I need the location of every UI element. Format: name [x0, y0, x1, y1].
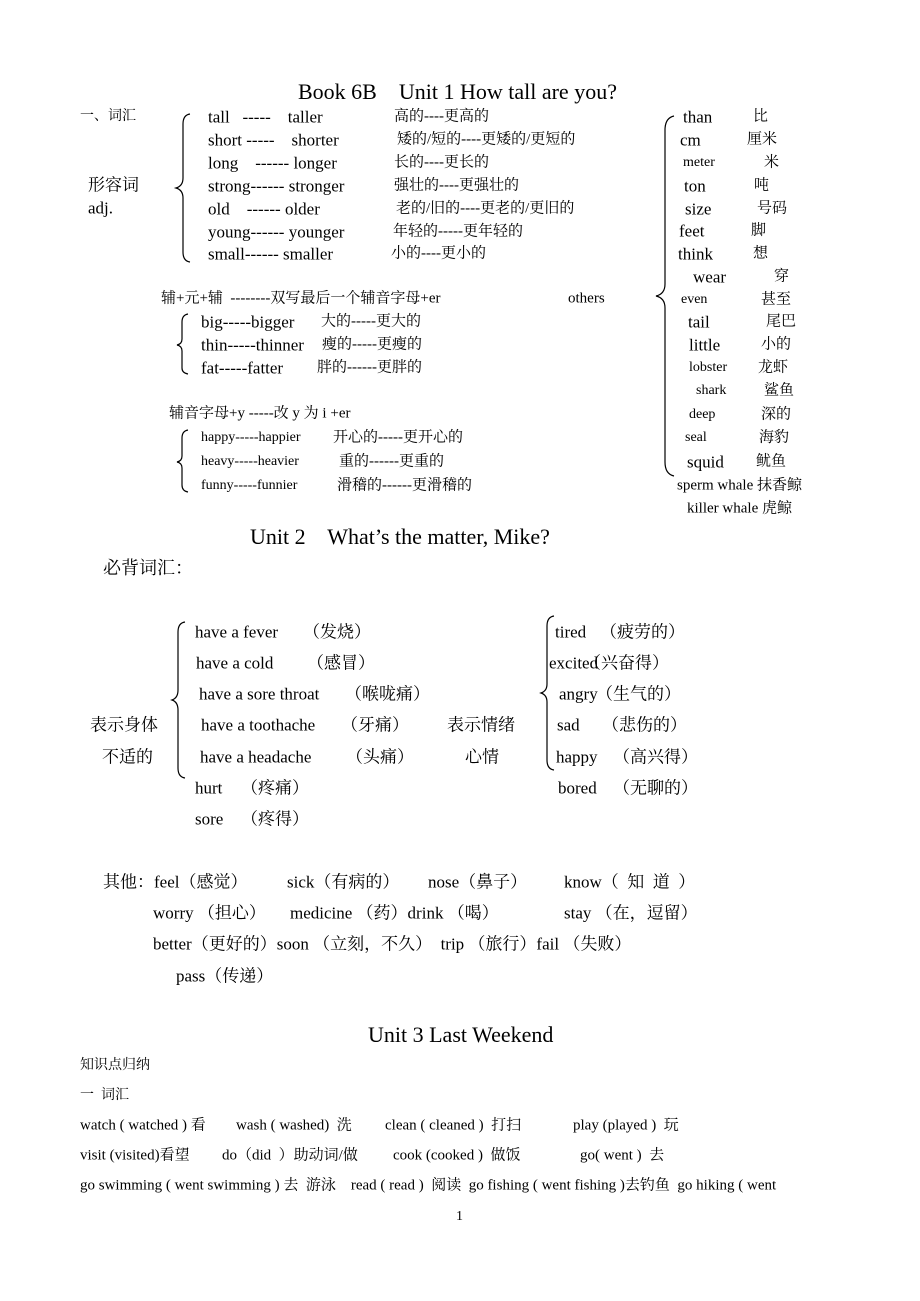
illness-cn: （头痛） — [346, 747, 414, 767]
adjective-cn: 强壮的----更强壮的 — [394, 177, 519, 194]
other-word-cn: 脚 — [751, 222, 767, 239]
emotion-en: happy — [556, 747, 598, 767]
illness-en: have a fever — [195, 622, 279, 642]
adjective-en: tall ----- taller — [208, 107, 323, 127]
emotion-cn: （高兴得） — [613, 747, 698, 767]
sperm-whale: sperm whale 抹香鲸 — [677, 477, 802, 494]
other-word-en: shark — [696, 383, 727, 398]
emotion-en: excited — [549, 653, 599, 673]
illness-en: have a sore throat — [199, 684, 320, 704]
other-word-en: meter — [683, 155, 715, 170]
emotion-cn: （无聊的） — [613, 778, 698, 798]
other-word-cn: 厘米 — [747, 131, 778, 148]
verb-entry: cook (cooked ) 做饭 — [393, 1147, 521, 1164]
other-word-en: think — [678, 244, 713, 264]
unit2-title: Unit 2 What’s the matter, Mike? — [250, 524, 550, 549]
other-word-cn: 龙虾 — [758, 359, 789, 376]
other-vocab: better（更好的）soon （立刻，不久） trip （旅行）fail （失败） — [153, 934, 632, 954]
illness-cn: （疼得） — [241, 809, 309, 829]
emotion-label: 心情 — [465, 747, 499, 767]
brace-icon — [170, 620, 186, 780]
other-word-cn: 比 — [753, 108, 769, 125]
verb-entry: watch ( watched ) 看 — [80, 1117, 206, 1134]
other-word-en: than — [683, 107, 713, 127]
body-label: 不适的 — [102, 747, 153, 767]
must-learn-label: 必背词汇： — [103, 558, 193, 578]
other-word-cn: 鲨鱼 — [764, 382, 795, 399]
other-word-cn: 甚至 — [761, 291, 792, 308]
adjective-en: small------ smaller — [208, 244, 334, 264]
other-vocab: know（ 知 道 ） — [564, 872, 696, 892]
y-word-en: happy-----happier — [201, 430, 301, 445]
other-word-en: feet — [679, 221, 705, 241]
other-vocab: 其他：feel（感觉） — [103, 872, 248, 892]
illness-cn: （喉咙痛） — [345, 684, 430, 704]
emotion-cn: （悲伤的） — [602, 715, 687, 735]
section-label: 一、词汇 — [80, 109, 136, 124]
verb-entry: wash ( washed) 洗 — [236, 1117, 352, 1134]
body-label: 表示身体 — [90, 715, 158, 735]
y-word-cn: 滑稽的------更滑稽的 — [337, 477, 472, 494]
adjective-cn: 小的----更小的 — [391, 245, 486, 262]
other-word-cn: 海豹 — [759, 429, 790, 446]
verb-entry: play (played ) 玩 — [573, 1117, 679, 1134]
others-label: others — [568, 290, 605, 307]
verb-entry: go swimming ( went swimming ) 去 游泳 read ( read ) 阅读 go fishing ( went fishing )去钓鱼 go hiking ( went — [80, 1177, 777, 1194]
page-number: 1 — [456, 1209, 463, 1224]
other-word-en: tail — [688, 312, 710, 332]
adjective-en: strong------ stronger — [208, 176, 345, 196]
brace-icon — [175, 312, 189, 376]
other-word-en: little — [689, 335, 721, 355]
verb-entry: clean ( cleaned ) 打扫 — [385, 1117, 522, 1134]
summary-heading: 知识点归纳 — [80, 1058, 150, 1073]
other-word-cn: 尾巴 — [766, 313, 797, 330]
double-word-en: big-----bigger — [201, 312, 295, 332]
adjective-cn: 矮的/短的----更矮的/更短的 — [397, 131, 576, 148]
other-word-cn: 穿 — [774, 268, 790, 285]
vocab-heading: 一 词汇 — [80, 1088, 129, 1103]
illness-cn: （疼痛） — [241, 778, 309, 798]
other-word-en: deep — [689, 407, 716, 422]
emotion-cn: （疲劳的） — [600, 622, 685, 642]
emotion-en: tired — [555, 622, 587, 642]
other-vocab: worry （担心） — [153, 903, 266, 923]
killer-whale: killer whale 虎鲸 — [687, 500, 792, 517]
illness-cn: （感冒） — [307, 653, 375, 673]
emotion-cn: （生气的） — [596, 684, 681, 704]
adj-label-cn: 形容词 — [88, 175, 139, 195]
adjective-cn: 老的/旧的----更老的/更旧的 — [396, 200, 575, 217]
double-word-cn: 胖的------更胖的 — [317, 359, 422, 376]
double-word-cn: 瘦的-----更瘦的 — [322, 336, 422, 353]
brace-icon — [654, 114, 676, 478]
double-word-en: fat-----fatter — [201, 358, 284, 378]
other-word-cn: 小的 — [761, 336, 792, 353]
other-word-en: even — [681, 292, 708, 307]
other-word-en: size — [685, 199, 712, 219]
verb-entry: do（did ）助动词/做 — [222, 1147, 358, 1164]
double-word-en: thin-----thinner — [201, 335, 304, 355]
adjective-en: young------ younger — [208, 222, 345, 242]
illness-cn: （牙痛） — [341, 715, 409, 735]
rule-double: 辅+元+辅 --------双写最后一个辅音字母+er — [161, 290, 441, 307]
other-word-cn: 想 — [753, 245, 769, 262]
y-word-cn: 重的------更重的 — [339, 453, 444, 470]
illness-en: sore — [195, 809, 224, 829]
other-word-en: lobster — [689, 360, 728, 375]
y-word-en: funny-----funnier — [201, 478, 298, 493]
adjective-cn: 长的----更长的 — [394, 154, 489, 171]
emotion-en: sad — [557, 715, 580, 735]
adjective-en: long ------ longer — [208, 153, 337, 173]
other-vocab: nose（鼻子） — [428, 872, 528, 892]
illness-en: have a cold — [196, 653, 274, 673]
brace-icon — [539, 614, 555, 772]
brace-icon — [175, 428, 189, 494]
other-word-en: cm — [680, 130, 701, 150]
rule-y: 辅音字母+y -----改 y 为 i +er — [169, 405, 351, 422]
emotion-en: angry — [559, 684, 598, 704]
adjective-cn: 年轻的-----更年轻的 — [393, 223, 523, 240]
unit1-title: Book 6B Unit 1 How tall are you? — [298, 79, 617, 104]
brace-icon — [174, 112, 192, 264]
other-vocab: sick（有病的） — [287, 872, 400, 892]
other-vocab: stay （在，逗留） — [564, 903, 698, 923]
other-word-cn: 鱿鱼 — [756, 453, 787, 470]
other-word-en: squid — [687, 452, 724, 472]
adjective-cn: 高的----更高的 — [394, 108, 489, 125]
other-word-en: ton — [684, 176, 706, 196]
y-word-cn: 开心的-----更开心的 — [333, 429, 463, 446]
illness-en: have a toothache — [201, 715, 316, 735]
y-word-en: heavy-----heavier — [201, 454, 299, 469]
illness-en: hurt — [195, 778, 223, 798]
adj-label-en: adj. — [88, 198, 114, 218]
verb-entry: visit (visited)看望 — [80, 1147, 190, 1164]
unit3-title: Unit 3 Last Weekend — [368, 1022, 554, 1047]
other-vocab: pass（传递） — [176, 966, 274, 986]
illness-cn: （发烧） — [303, 622, 371, 642]
other-vocab: medicine （药）drink （喝） — [290, 903, 499, 923]
emotion-label: 表示情绪 — [447, 715, 515, 735]
adjective-en: old ------ older — [208, 199, 320, 219]
other-word-cn: 米 — [764, 154, 780, 171]
other-word-en: wear — [693, 267, 727, 287]
verb-entry: go( went ) 去 — [580, 1147, 665, 1164]
other-word-cn: 深的 — [761, 406, 792, 423]
adjective-en: short ----- shorter — [208, 130, 339, 150]
double-word-cn: 大的-----更大的 — [321, 313, 421, 330]
emotion-en: bored — [558, 778, 597, 798]
other-word-cn: 号码 — [757, 200, 788, 217]
other-word-cn: 吨 — [754, 177, 770, 194]
emotion-cn: （兴奋得） — [584, 653, 669, 673]
other-word-en: seal — [685, 430, 707, 445]
illness-en: have a headache — [200, 747, 312, 767]
